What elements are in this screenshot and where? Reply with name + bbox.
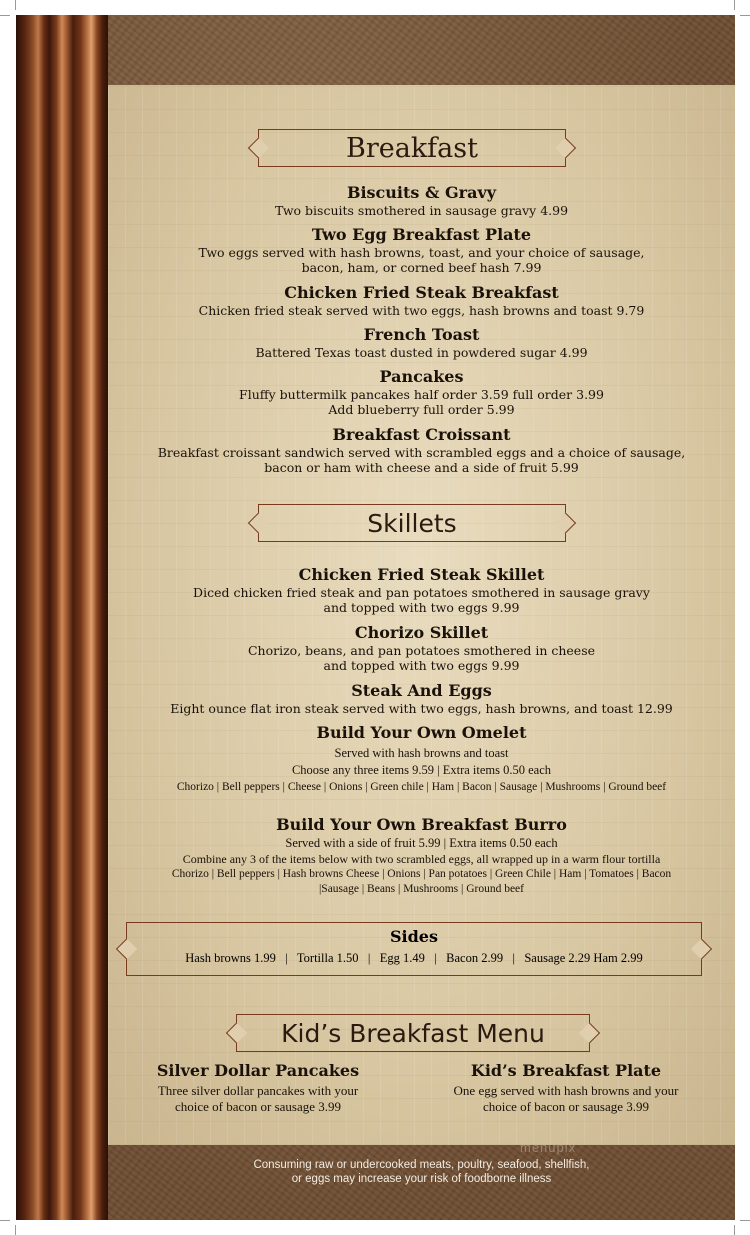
kids-item-right	[426, 1061, 706, 1115]
item-desc: Add blueberry full order 5.99	[328, 402, 515, 417]
item-title: Chicken Fried Steak Breakfast	[284, 283, 559, 302]
omelet-item	[108, 723, 735, 795]
menu-item	[108, 325, 735, 360]
sides-heading: Sides	[389, 927, 438, 946]
footer-disclaimer	[108, 1145, 735, 1220]
item-title: Silver Dollar Pancakes	[156, 1061, 360, 1080]
menu-item	[108, 681, 735, 716]
item-desc: Served with a side of fruit 5.99 | Extra items 0.50 each	[285, 836, 558, 850]
item-desc: Two biscuits smothered in sausage gravy 4.99	[274, 203, 569, 218]
menu-item	[108, 367, 735, 417]
crop-mark	[740, 15, 750, 16]
item-title: Kid’s Breakfast Plate	[470, 1061, 662, 1080]
item-desc: choice of bacon or sausage 3.99	[482, 1099, 650, 1114]
kids-heading: Kid’s Breakfast Menu	[281, 1018, 545, 1048]
item-title: French Toast	[363, 325, 480, 344]
crop-mark	[0, 15, 10, 16]
footer-line: or eggs may increase your risk of foodborne illness	[291, 1173, 552, 1185]
item-desc: One egg served with hash browns and your	[453, 1083, 679, 1098]
item-desc: bacon, ham, or corned beef hash 7.99	[301, 260, 542, 275]
menu-item	[108, 283, 735, 318]
skillets-heading: Skillets	[367, 508, 457, 538]
item-desc: Two eggs served with hash browns, toast, and your choice of sausage,	[198, 245, 645, 260]
item-title: Build Your Own Omelet	[316, 723, 527, 742]
item-desc: Battered Texas toast dusted in powdered sugar 4.99	[255, 345, 588, 360]
item-desc: choice of bacon or sausage 3.99	[174, 1099, 342, 1114]
item-desc: Diced chicken fried steak and pan potatoes smothered in sausage gravy	[193, 585, 650, 600]
skillets-heading-banner	[258, 504, 566, 542]
crop-mark	[734, 1225, 735, 1235]
item-title: Steak And Eggs	[351, 681, 492, 700]
item-desc: Combine any 3 of the items below with two scrambled eggs, all wrapped up in a warm flour tortilla	[182, 852, 661, 866]
menu-item	[108, 565, 735, 615]
item-desc: Chorizo, beans, and pan potatoes smothered in cheese	[247, 643, 596, 658]
item-title: Biscuits & Gravy	[346, 183, 497, 202]
menu-item	[108, 183, 735, 218]
item-desc: Fluffy buttermilk pancakes half order 3.59 full order 3.99	[239, 387, 604, 402]
item-title: Two Egg Breakfast Plate	[311, 225, 532, 244]
burro-item	[108, 815, 735, 897]
sides-box	[126, 922, 702, 976]
item-desc: and topped with two eggs 9.99	[323, 600, 520, 615]
crop-mark	[15, 0, 16, 10]
kids-item-left	[118, 1061, 398, 1115]
item-desc: Chorizo | Bell peppers | Cheese | Onions | Green chile | Ham | Bacon | Sausage | Mushrooms | Ground beef	[176, 781, 667, 793]
copper-pillar-decoration	[16, 15, 108, 1220]
crop-mark	[15, 1225, 16, 1235]
menu-page	[108, 85, 735, 1145]
item-desc: bacon or ham with cheese and a side of fruit 5.99	[264, 460, 579, 475]
menu-item	[108, 623, 735, 673]
item-title: Chorizo Skillet	[354, 623, 489, 642]
item-desc: Eight ounce flat iron steak served with two eggs, hash browns, and toast 12.99	[170, 701, 673, 716]
item-title: Pancakes	[379, 367, 464, 386]
item-desc: |Sausage | Beans | Mushrooms | Ground beef	[319, 883, 524, 895]
item-desc: Chicken fried steak served with two eggs, hash browns and toast 9.79	[198, 303, 645, 318]
item-desc: Chorizo | Bell peppers | Hash browns Cheese | Onions | Pan potatoes | Green Chile | Ham | Tomatoes | Bacon	[171, 868, 672, 880]
sides-line: Hash browns 1.99 | Tortilla 1.50 | Egg 1.49 | Bacon 2.99 | Sausage 2.29 Ham 2.99	[185, 951, 643, 965]
crop-mark	[0, 1220, 10, 1221]
item-title: Chicken Fried Steak Skillet	[298, 565, 545, 584]
item-desc: and topped with two eggs 9.99	[323, 658, 520, 673]
item-title: Build Your Own Breakfast Burro	[276, 815, 567, 834]
item-title: Breakfast Croissant	[332, 425, 511, 444]
breakfast-heading-banner	[258, 129, 566, 167]
item-desc: Breakfast croissant sandwich served with scrambled eggs and a choice of sausage,	[157, 445, 686, 460]
crop-mark	[734, 0, 735, 10]
kids-heading-banner	[236, 1014, 590, 1052]
watermark-text: menupix	[520, 1140, 577, 1155]
item-desc: Three silver dollar pancakes with your	[157, 1083, 359, 1098]
item-desc: Choose any three items 9.59 | Extra items 0.50 each	[291, 763, 552, 777]
footer-line: Consuming raw or undercooked meats, poultry, seafood, shellfish,	[253, 1159, 590, 1171]
menu-item	[108, 425, 735, 475]
breakfast-heading: Breakfast	[346, 132, 478, 164]
item-desc: Served with hash browns and toast	[334, 746, 509, 760]
menu-item	[108, 225, 735, 275]
crop-mark	[740, 1220, 750, 1221]
